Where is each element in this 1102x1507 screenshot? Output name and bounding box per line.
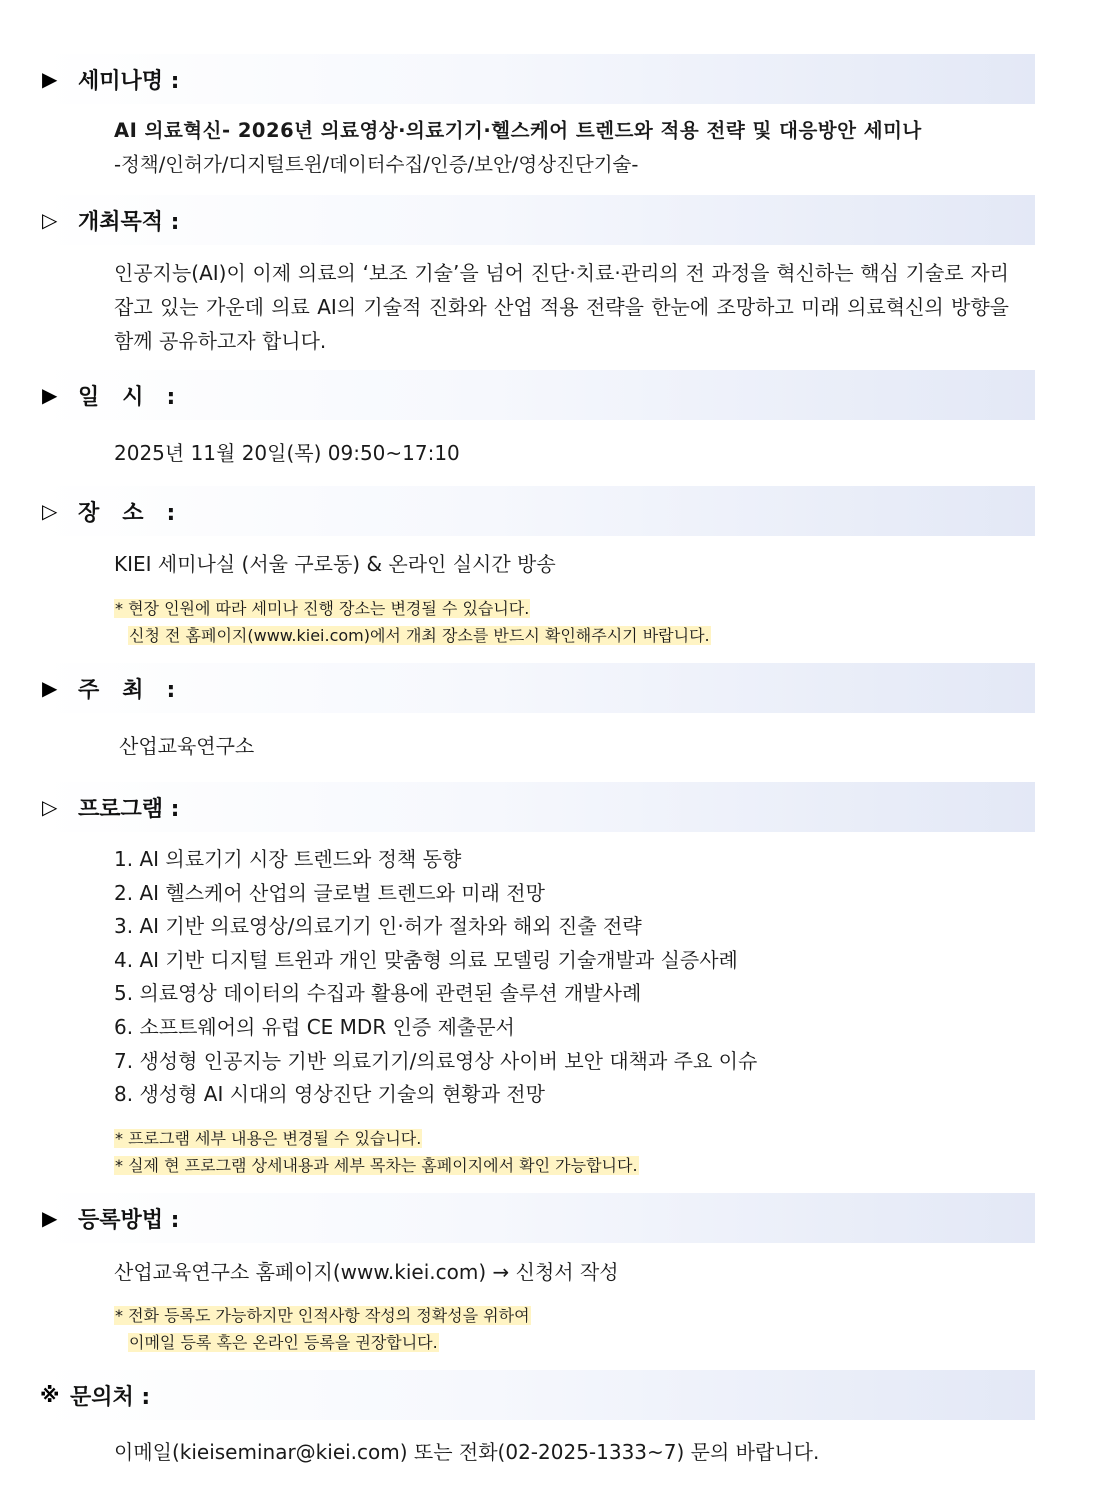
program-item: 1. AI 의료기기 시장 트렌드와 정책 동향 [114, 847, 462, 871]
section-header-registration [40, 1193, 1035, 1243]
section-header-datetime [40, 370, 1035, 420]
filled-triangle-icon: ▶ [42, 383, 58, 407]
section-header-seminar-name [40, 54, 1035, 104]
note-line: * 전화 등록도 가능하지만 인적사항 작성의 정확성을 위하여 [115, 1306, 530, 1325]
note-line: * 실제 현 프로그램 상세내용과 세부 목차는 홈페이지에서 확인 가능합니다. [115, 1156, 638, 1175]
section-label: 프로그램 : [78, 796, 180, 822]
program-item: 2. AI 헬스케어 산업의 글로벌 트렌드와 미래 전망 [114, 880, 545, 905]
note-line: * 프로그램 세부 내용은 변경될 수 있습니다. [115, 1129, 422, 1148]
registration-value: 산업교육연구소 홈페이지(www.kiei.com) → 신청서 작성 [114, 1260, 619, 1284]
reference-mark-icon: ※ [40, 1383, 60, 1407]
program-notes [114, 1125, 639, 1179]
section-label: 세미나명 : [78, 68, 180, 94]
section-label: 일 시 : [78, 384, 176, 410]
note-line: 이메일 등록 혹은 온라인 등록을 권장합니다. [129, 1333, 438, 1352]
outline-triangle-icon: ▷ [42, 499, 58, 523]
section-header-host [40, 663, 1035, 713]
note-line: 신청 전 홈페이지(www.kiei.com)에서 개최 장소를 반드시 확인해주시기 바랍니다. [129, 626, 710, 645]
purpose-text: 인공지능(AI)이 이제 의료의 ‘보조 기술’을 넘어 진단·치료·관리의 전 과정을 혁신하는 핵심 기술로 자리 잡고 있는 가운데 의료 AI의 기술적 진화와 산업 적용 전략을 한눈에 조망하고 미래 의료혁신의 방향을 함께 공유하고자 합니다. [114, 261, 1009, 353]
seminar-title: AI 의료혁신- 2026년 의료영상·의료기기·헬스케어 트렌드와 적용 전략 및 대응방안 세미나 [114, 119, 922, 142]
section-header-purpose [40, 195, 1035, 245]
venue-value: KIEI 세미나실 (서울 구로동) & 온라인 실시간 방송 [114, 552, 556, 576]
filled-triangle-icon: ▶ [42, 1206, 58, 1230]
section-header-venue [40, 486, 1035, 536]
registration-notes [114, 1302, 531, 1356]
note-line: * 현장 인원에 따라 세미나 진행 장소는 변경될 수 있습니다. [115, 599, 530, 618]
program-item: 3. AI 기반 의료영상/의료기기 인·허가 절차와 해외 진출 전략 [114, 914, 642, 939]
datetime-value: 2025년 11월 20일(목) 09:50~17:10 [114, 441, 460, 465]
program-item: 4. AI 기반 디지털 트윈과 개인 맞춤형 의료 모델링 기술개발과 실증사례 [114, 947, 738, 972]
contact-value: 이메일(kieiseminar@kiei.com) 또는 전화(02-2025-1333~7) 문의 바랍니다. [114, 1440, 820, 1464]
section-label: 주 최 : [78, 677, 176, 703]
section-label: 등록방법 : [78, 1207, 180, 1233]
host-value: 산업교육연구소 [119, 734, 255, 758]
program-item: 7. 생성형 인공지능 기반 의료기기/의료영상 사이버 보안 대책과 주요 이슈 [114, 1048, 758, 1073]
section-header-program [40, 782, 1035, 832]
program-item: 5. 의료영상 데이터의 수집과 활용에 관련된 솔루션 개발사례 [114, 981, 642, 1006]
section-header-contact [40, 1370, 1035, 1420]
filled-triangle-icon: ▶ [42, 67, 58, 91]
outline-triangle-icon: ▷ [42, 208, 58, 232]
program-item: 6. 소프트웨어의 유럽 CE MDR 인증 제출문서 [114, 1014, 515, 1039]
section-label: 장 소 : [78, 500, 176, 526]
outline-triangle-icon: ▷ [42, 795, 58, 819]
section-label: 개최목적 : [78, 209, 180, 235]
section-label: 문의처 : [70, 1384, 151, 1410]
venue-notes [114, 595, 711, 649]
program-list [114, 843, 757, 1112]
seminar-subtitle: -정책/인허가/디지털트윈/데이터수집/인증/보안/영상진단기술- [114, 153, 639, 176]
program-item: 8. 생성형 AI 시대의 영상진단 기술의 현황과 전망 [114, 1082, 545, 1107]
filled-triangle-icon: ▶ [42, 676, 58, 700]
